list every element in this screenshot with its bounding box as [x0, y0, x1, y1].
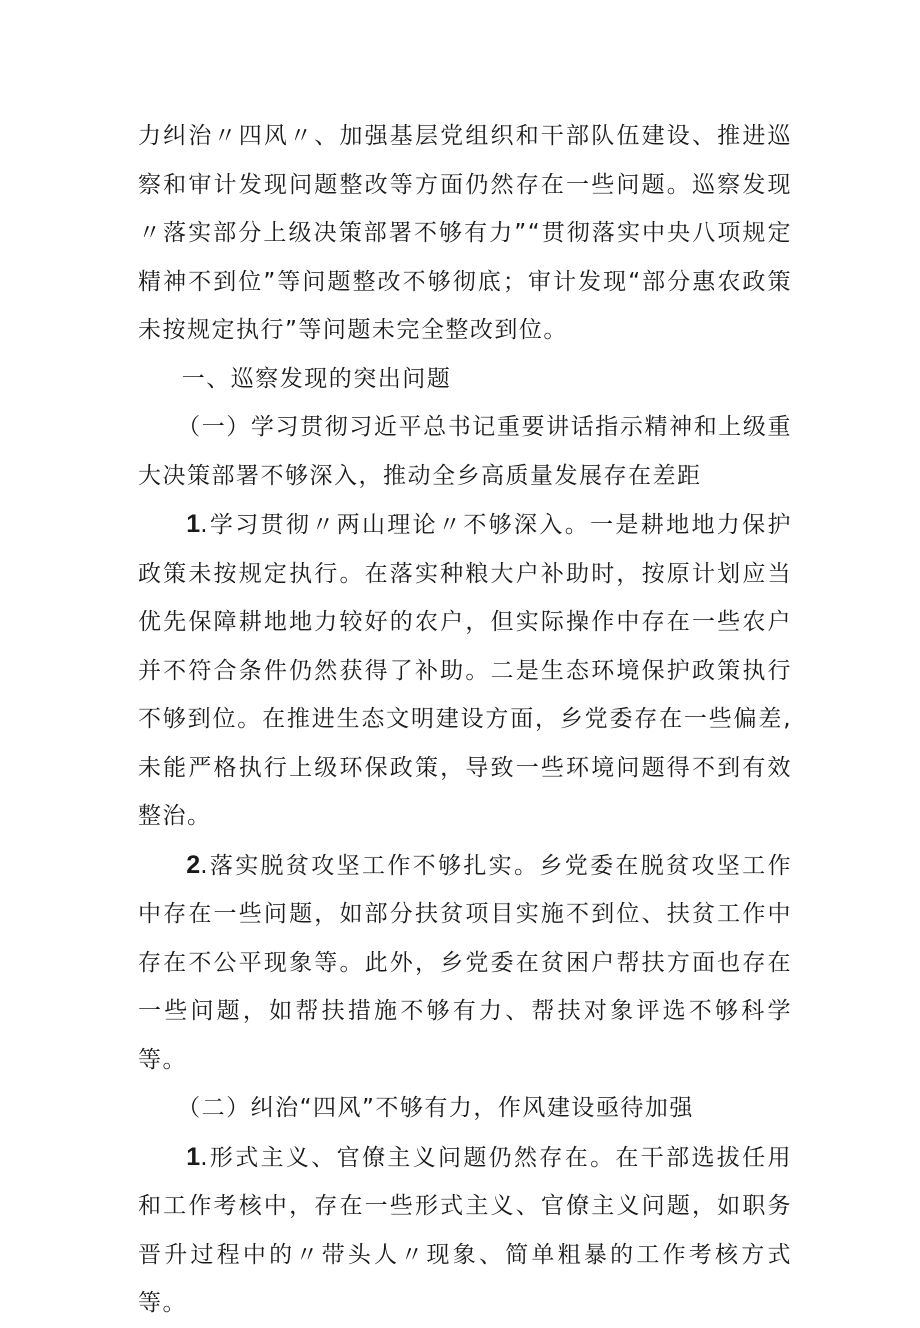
item-paragraph-2	[138, 841, 792, 1085]
item-paragraph-3	[138, 1133, 792, 1328]
intro-paragraph: 力纠治〃四风〃、加强基层党组织和干部队伍建设、推进巡察和审计发现问题整改等方面仍然存在一些问题。巡察发现〃落实部分上级决策部署不够有力”“贯彻落实中央八项规定精神不到位”等问题整改不够彻底；审计发现“部分惠农政策未按规定执行”等问题未完全整改到位。	[138, 123, 792, 343]
section-heading: 一、巡察发现的突出问题	[181, 365, 452, 392]
item-paragraph-1	[138, 500, 792, 841]
item-number: 1	[186, 1142, 201, 1171]
item-text: .形式主义、官僚主义问题仍然存在。在干部选拔任用和工作考核中，存在一些形式主义、官僚主义问题，如职务晋升过程中的〃带头人〃现象、简单粗暴的工作考核方式等。	[138, 1144, 792, 1316]
item-text: .落实脱贫攻坚工作不够扎实。乡党委在脱贫攻坚工作中存在一些问题，如部分扶贫项目实施不到位、扶贫工作中存在不公平现象等。此外，乡党委在贫困户帮扶方面也存在一些问题，如帮扶措施不够有力、帮扶对象评选不够科学等。	[138, 852, 792, 1073]
item-number: 2	[186, 850, 201, 879]
item-number: 1	[186, 510, 201, 538]
item-text: .学习贯彻〃两山理论〃不够深入。一是耕地地力保护政策未按规定执行。在落实种粮大户补助时，按原计划应当优先保障耕地地力较好的农户，但实际操作中存在一些农户并不符合条件仍然获得了补助。二是生态环境保护政策执行不够到位。在推进生态文明建设方面，乡党委存在一些偏差,未能严格执行上级环保政策，导致一些环境问题得不到有效整治。	[138, 512, 792, 829]
subsection-heading-1: （一）学习贯彻习近平总书记重要讲话指示精神和上级重大决策部署不够深入，推动全乡高质量发展存在差距	[138, 414, 792, 489]
subsection-heading-2: （二）纠治“四风”不够有力，作风建设亟待加强	[177, 1095, 694, 1121]
